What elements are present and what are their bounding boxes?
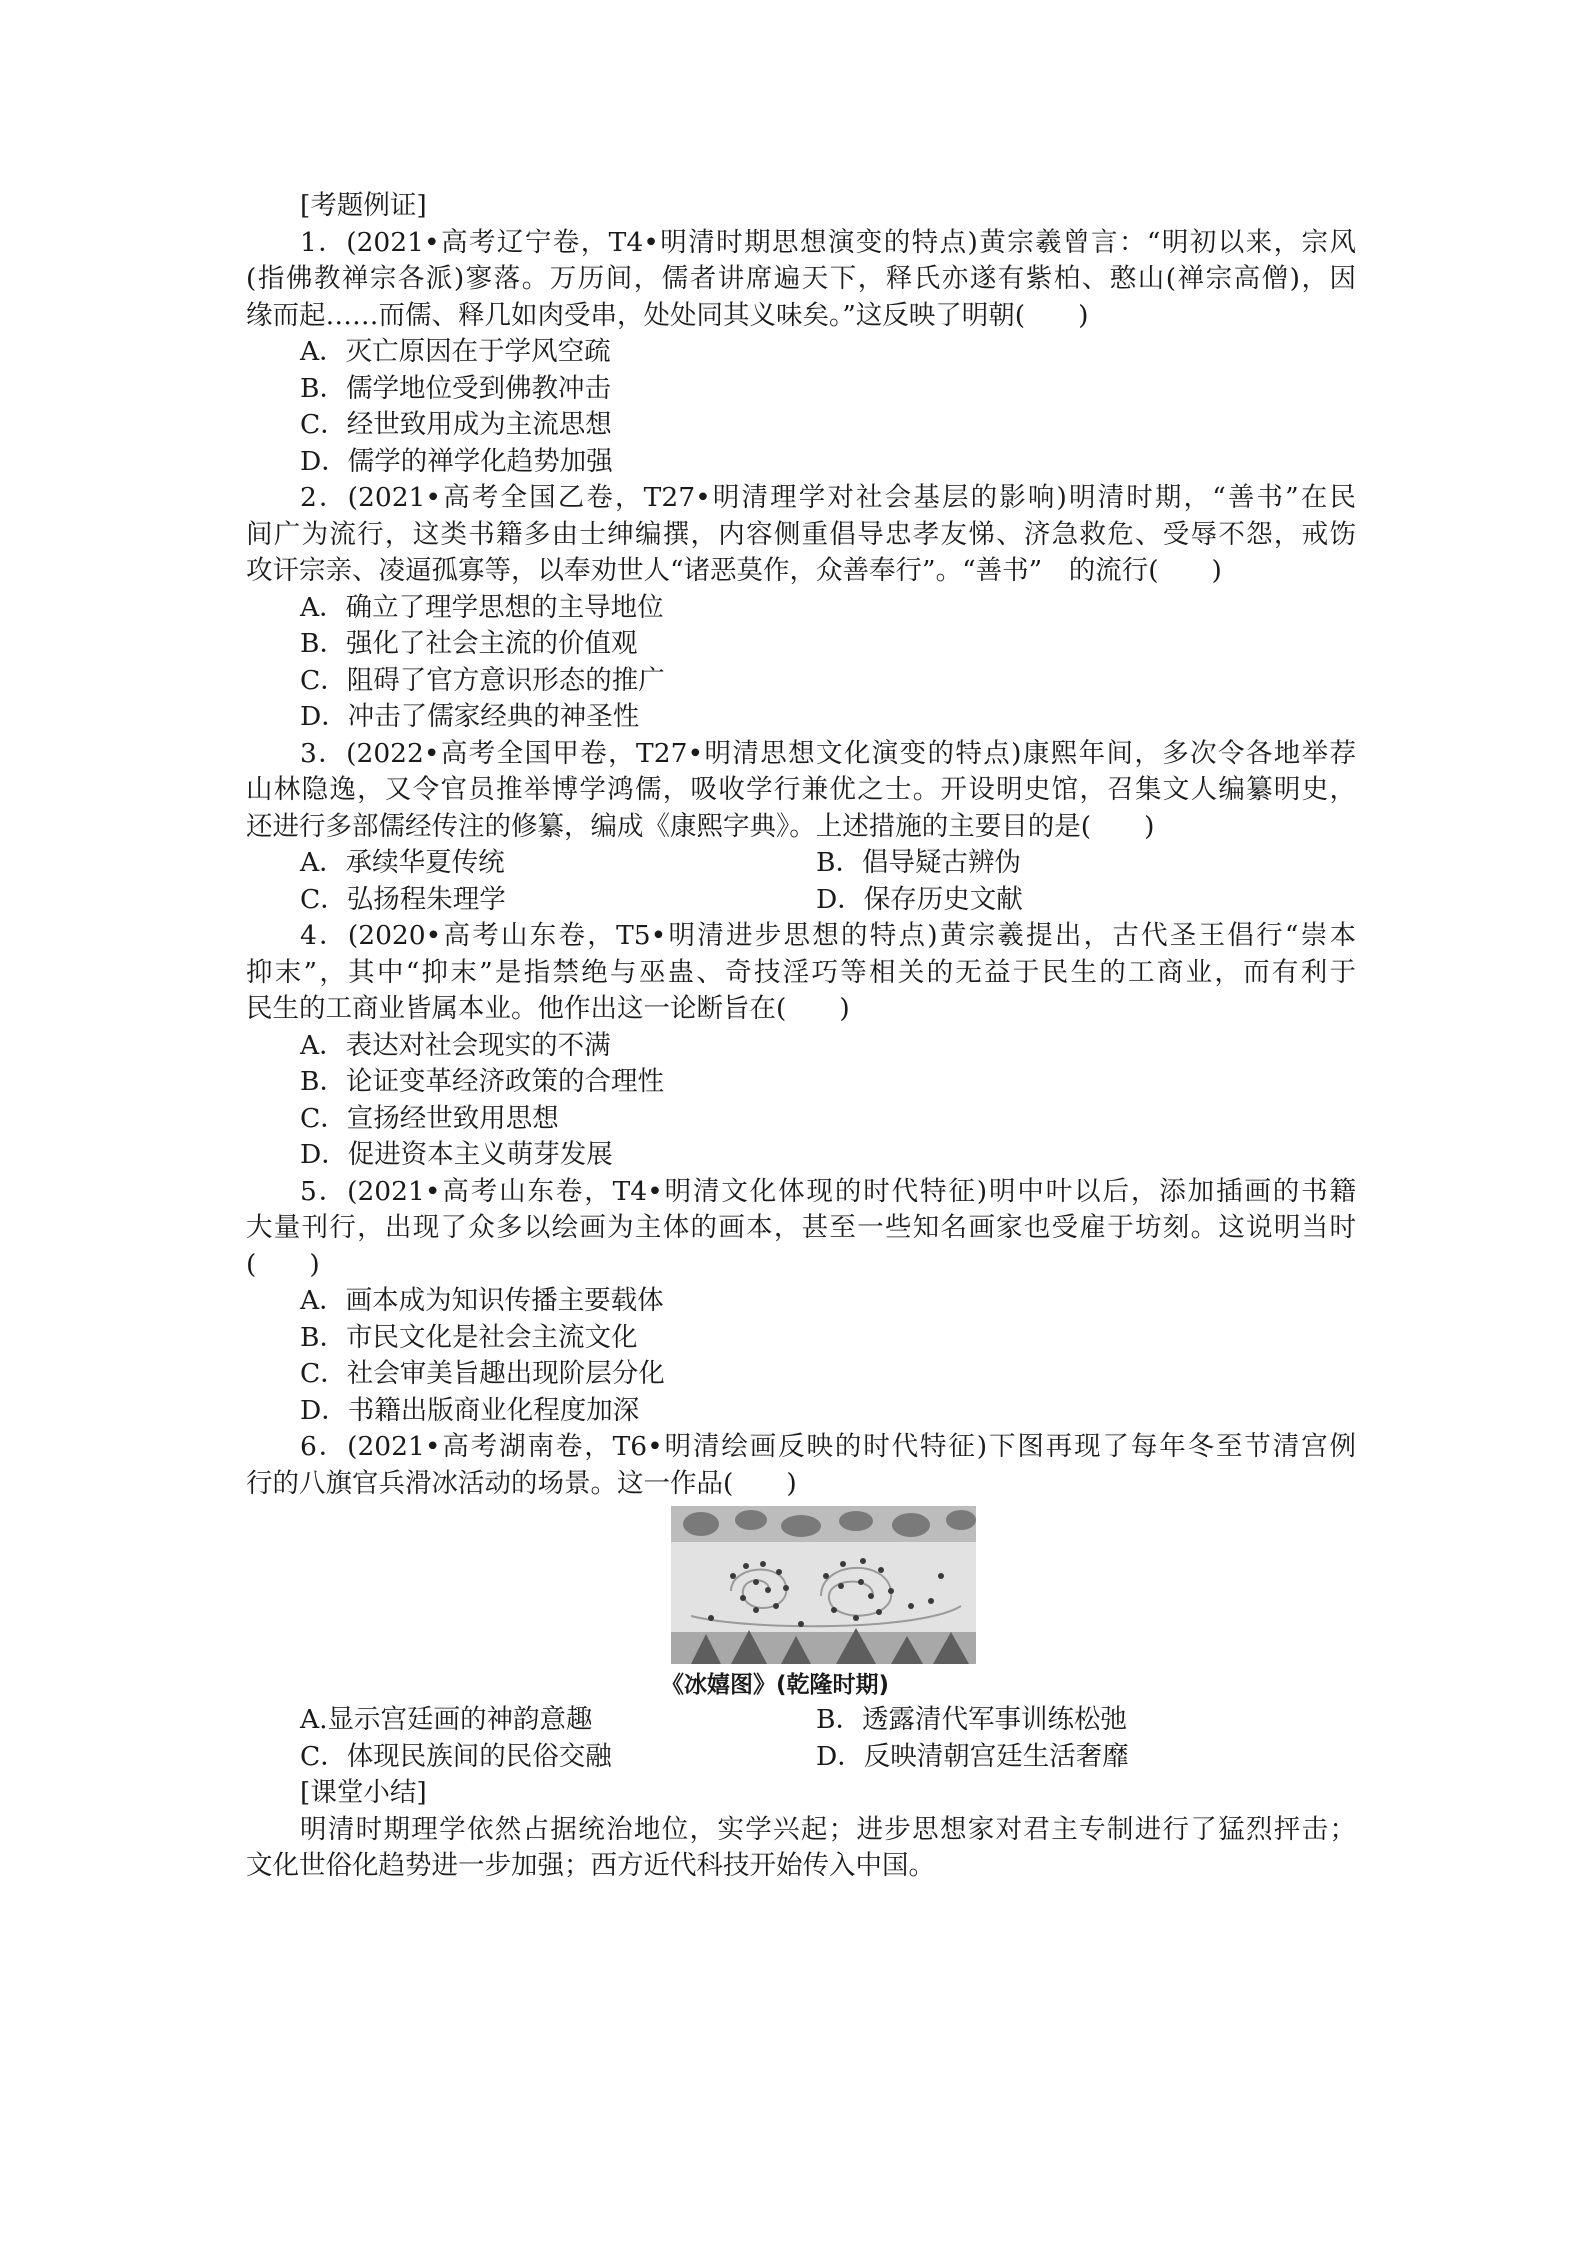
option-b[interactable]: B．强化了社会主流的价值观 [300, 628, 638, 659]
question-stem-line: 缘而起……而儒、释几如肉受串，处处同其义味矣。”这反映了明朝( ) [246, 299, 1089, 331]
question-stem-line: 还进行多部儒经传注的修纂，编成《康熙字典》。上述措施的主要目的是( ) [246, 810, 1155, 842]
question-stem-line: 抑末”，其中“抑末”是指禁绝与巫蛊、奇技淫巧等相关的无益于民生的工商业，而有利于 [246, 956, 1356, 988]
option-a[interactable]: A．灭亡原因在于学风空疏 [300, 336, 611, 367]
option-c[interactable]: C．社会审美旨趣出现阶层分化 [300, 1358, 665, 1389]
question-stem-line: (指佛教禅宗各派)寥落。万历间，儒者讲席遍天下，释氏亦遂有紫柏、憨山(禅宗高僧)，因 [246, 263, 1356, 294]
question-stem-line: 5．(2021•高考山东卷，T4•明清文化体现的时代特征)明中叶以后，添加插画的书籍 [300, 1175, 1356, 1207]
question-stem-line: 间广为流行，这类书籍多由士绅编撰，内容侧重倡导忠孝友悌、济急救危、受辱不怨，戒饬 [246, 518, 1356, 550]
question-stem-line: 民生的工商业皆属本业。他作出这一论断旨在( ) [246, 993, 850, 1024]
question-stem-line: 3．(2022•高考全国甲卷，T27•明清思想文化演变的特点)康熙年间，多次令各地举荐 [300, 737, 1356, 769]
question-4 [246, 918, 1356, 1174]
option-c[interactable]: C．体现民族间的民俗交融 [300, 1740, 612, 1772]
option-a[interactable]: A．确立了理学思想的主导地位 [300, 591, 664, 623]
question-5 [246, 1174, 1356, 1430]
question-stem-line: 山林隐逸，又令官员推举博学鸿儒，吸收学行兼优之士。开设明史馆，召集文人编纂明史， [246, 774, 1356, 805]
section-heading-examples: [考题例证] [300, 190, 427, 221]
question-3 [246, 736, 1356, 919]
section-heading-summary: [课堂小结] [300, 1777, 427, 1808]
option-d[interactable]: D．保存历史文献 [816, 883, 1023, 915]
question-stem-line: 1．(2021•高考辽宁卷，T4•明清时期思想演变的特点)黄宗羲曾言：“明初以来，宗风 [300, 226, 1356, 258]
question-stem-line: 6．(2021•高考湖南卷，T6•明清绘画反映的时代特征)下图再现了每年冬至节清宫例 [300, 1431, 1356, 1462]
option-d[interactable]: D．促进资本主义萌芽发展 [300, 1139, 613, 1170]
option-a[interactable]: A．画本成为知识传播主要载体 [300, 1285, 664, 1316]
question-6 [246, 1429, 1356, 1775]
option-a[interactable]: A．承续华夏传统 [300, 847, 505, 878]
painting-illustration [671, 1506, 976, 1664]
figure-caption: 《冰嬉图》(乾隆时期) [661, 1672, 890, 1698]
summary-line: 文化世俗化趋势进一步加强；西方近代科技开始传入中国。 [246, 1850, 935, 1881]
summary-line: 明清时期理学依然占据统治地位，实学兴起；进步思想家对君主专制进行了猛烈抨击； [300, 1813, 1356, 1845]
option-c[interactable]: C．经世致用成为主流思想 [300, 409, 612, 440]
question-2 [246, 480, 1356, 736]
question-stem-line: 大量刊行，出现了众多以绘画为主体的画本，甚至一些知名画家也受雇于坊刻。这说明当时 [246, 1212, 1356, 1243]
question-stem-line: 4．(2020•高考山东卷，T5•明清进步思想的特点)黄宗羲提出，古代圣王倡行“崇本 [300, 920, 1356, 951]
question-stem-line: ( ) [246, 1248, 320, 1280]
option-c[interactable]: C．弘扬程朱理学 [300, 883, 506, 915]
document-page [246, 188, 1356, 1885]
option-b[interactable]: B．透露清代军事训练松弛 [816, 1704, 1127, 1735]
option-a[interactable]: A．表达对社会现实的不满 [300, 1029, 611, 1061]
option-d[interactable]: D．儒学的禅学化趋势加强 [300, 445, 613, 477]
option-b[interactable]: B．儒学地位受到佛教冲击 [300, 372, 611, 404]
option-a[interactable]: A.显示宫廷画的神韵意趣 [300, 1704, 593, 1735]
question-stem-line: 行的八旗官兵滑冰活动的场景。这一作品( ) [246, 1467, 797, 1499]
option-d[interactable]: D．书籍出版商业化程度加深 [300, 1394, 640, 1426]
option-c[interactable]: C．阻碍了官方意识形态的推广 [300, 664, 665, 696]
question-stem-line: 攻讦宗亲、凌逼孤寡等，以奉劝世人“诸恶莫作，众善奉行”。“善书” 的流行( ) [246, 555, 1222, 586]
option-b[interactable]: B．论证变革经济政策的合理性 [300, 1066, 664, 1097]
ice-skating-painting [671, 1506, 976, 1664]
question-1 [246, 225, 1356, 481]
question-stem-line: 2．(2021•高考全国乙卷，T27•明清理学对社会基层的影响)明清时期，“善书”在民 [300, 482, 1356, 513]
option-c[interactable]: C．宣扬经世致用思想 [300, 1102, 559, 1134]
option-b[interactable]: B．倡导疑古辨伪 [816, 847, 1021, 878]
option-d[interactable]: D．反映清朝宫廷生活奢靡 [816, 1740, 1129, 1772]
option-d[interactable]: D．冲击了儒家经典的神圣性 [300, 701, 640, 732]
option-b[interactable]: B．市民文化是社会主流文化 [300, 1321, 638, 1353]
